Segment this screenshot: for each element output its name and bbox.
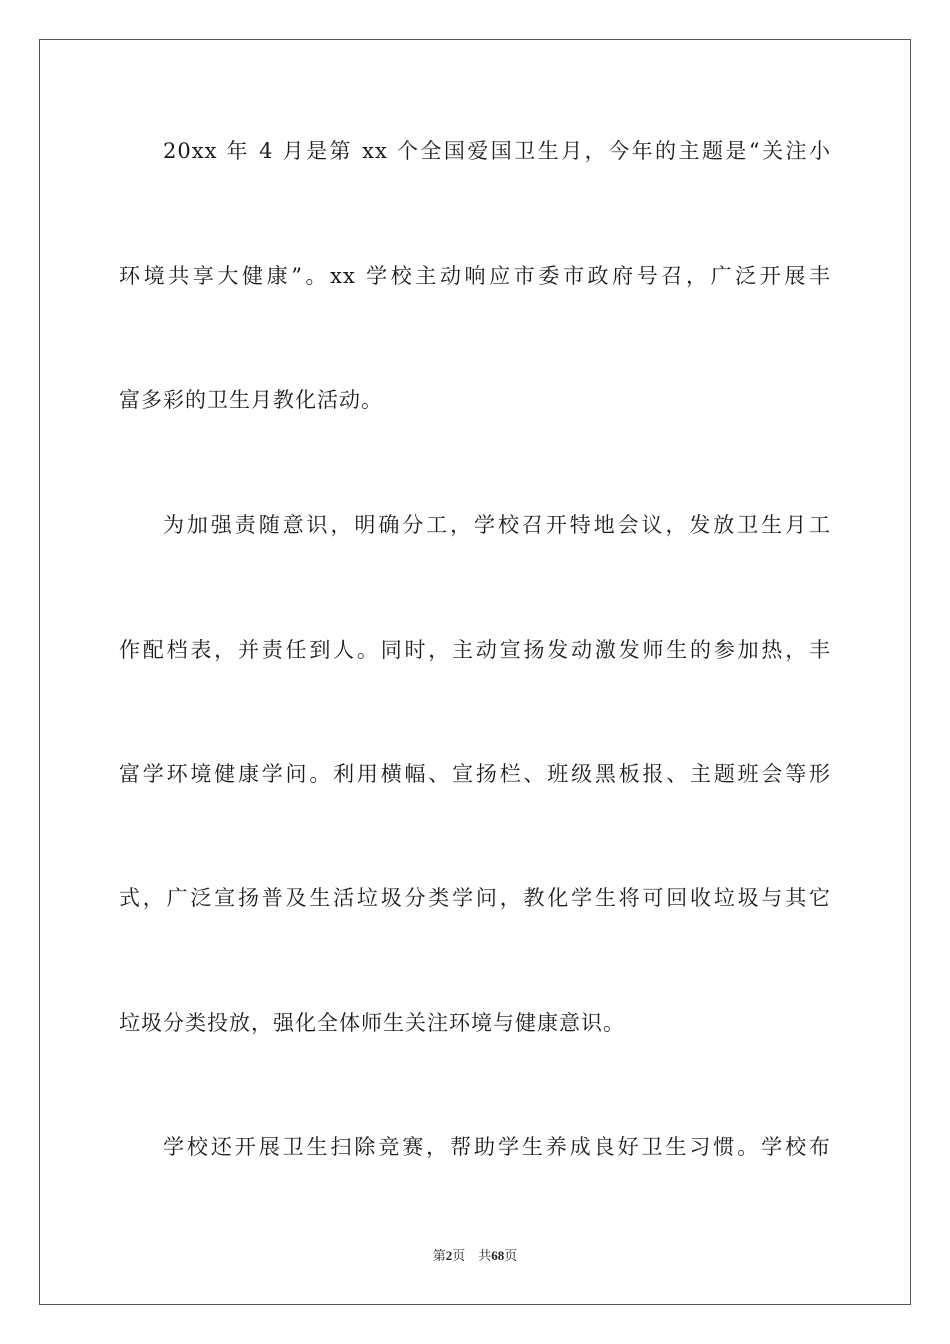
paragraph-2-line-4: 式，广泛宣扬普及生活垃圾分类学问，教化学生将可回收垃圾与其它 xyxy=(119,886,831,910)
paragraph-3-line-1: 学校还开展卫生扫除竞赛，帮助学生养成良好卫生习惯。学校布 xyxy=(163,1135,831,1159)
paragraph-1-line-2: 环境共享大健康”。xx 学校主动响应市委市政府号召，广泛开展丰 xyxy=(119,264,831,288)
paragraph-1-line-1: 20xx 年 4 月是第 xx 个全国爱国卫生月，今年的主题是“关注小 xyxy=(163,139,831,163)
paragraph-2-line-5: 垃圾分类投放，强化全体师生关注环境与健康意识。 xyxy=(119,1011,625,1035)
page-footer xyxy=(0,1247,950,1266)
page-border xyxy=(39,39,911,1305)
page-mid: 页 共 xyxy=(452,1249,492,1264)
paragraph-2-line-2: 作配档表，并责任到人。同时，主动宣扬发动激发师生的参加热，丰 xyxy=(119,638,831,662)
page-suffix: 页 xyxy=(504,1249,518,1264)
page-current: 2 xyxy=(445,1248,453,1263)
paragraph-1-line-3: 富多彩的卫生月教化活动。 xyxy=(119,388,383,412)
paragraph-2-line-1: 为加强责随意识，明确分工，学校召开特地会议，发放卫生月工 xyxy=(163,513,831,537)
paragraph-2-line-3: 富学环境健康学问。利用横幅、宣扬栏、班级黑板报、主题班会等形 xyxy=(119,762,831,786)
page-total: 68 xyxy=(491,1248,505,1263)
page-prefix: 第 xyxy=(432,1249,446,1264)
